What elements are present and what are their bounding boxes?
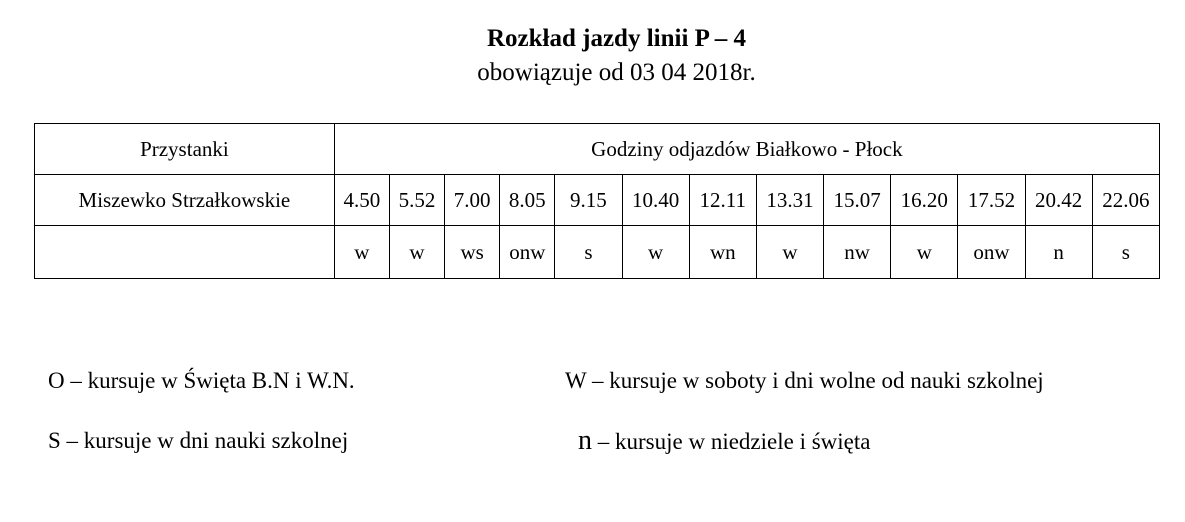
time-cell: 8.05: [500, 175, 555, 226]
flag-cell: onw: [500, 226, 555, 279]
legend-code: O: [48, 368, 65, 393]
flag-cell: w: [389, 226, 444, 279]
time-cell: 20.42: [1025, 175, 1092, 226]
legend-code: W: [565, 368, 587, 393]
flag-cell: w: [891, 226, 958, 279]
time-cell: 4.50: [334, 175, 389, 226]
legend-item-w: [565, 367, 1044, 395]
flag-cell: s: [555, 226, 622, 279]
flag-cell: onw: [958, 226, 1025, 279]
legend-text: – kursuje w niedziele i święta: [592, 429, 871, 454]
table-row: [35, 226, 1160, 279]
time-cell: 15.07: [824, 175, 891, 226]
time-cell: 9.15: [555, 175, 622, 226]
legend-text: – kursuje w soboty i dni wolne od nauki szkolnej: [586, 368, 1044, 393]
legend-text: – kursuje w Święta B.N i W.N.: [64, 368, 355, 393]
flag-cell: w: [334, 226, 389, 279]
flag-cell: nw: [824, 226, 891, 279]
time-cell: 5.52: [389, 175, 444, 226]
time-cell: 13.31: [756, 175, 823, 226]
table-row: [35, 175, 1160, 226]
legend-code: n: [578, 425, 592, 456]
page-subtitle: obowiązuje od 03 04 2018r.: [477, 59, 756, 86]
legend-code: S: [48, 428, 61, 453]
stops-header-cell: Przystanki: [35, 124, 335, 175]
flag-cell: wn: [689, 226, 756, 279]
time-cell: 12.11: [689, 175, 756, 226]
time-cell: 17.52: [958, 175, 1025, 226]
legend-text: – kursuje w dni nauki szkolnej: [60, 428, 349, 453]
flag-cell: ws: [445, 226, 500, 279]
departures-header-cell: Godziny odjazdów Białkowo - Płock: [334, 124, 1159, 175]
time-cell: 7.00: [445, 175, 500, 226]
empty-cell: [35, 226, 335, 279]
table-header-row: [35, 124, 1160, 175]
time-cell: 22.06: [1092, 175, 1159, 226]
flag-cell: n: [1025, 226, 1092, 279]
legend-item-n: [578, 427, 870, 456]
timetable: [34, 123, 1160, 279]
flag-cell: w: [756, 226, 823, 279]
flag-cell: w: [622, 226, 689, 279]
legend-item-s: [48, 427, 348, 455]
time-cell: 10.40: [622, 175, 689, 226]
stop-name-cell: Miszewko Strzałkowskie: [35, 175, 335, 226]
page-title: Rozkład jazdy linii P – 4: [486, 25, 747, 52]
legend-item-o: [48, 367, 355, 395]
flag-cell: s: [1092, 226, 1159, 279]
time-cell: 16.20: [891, 175, 958, 226]
